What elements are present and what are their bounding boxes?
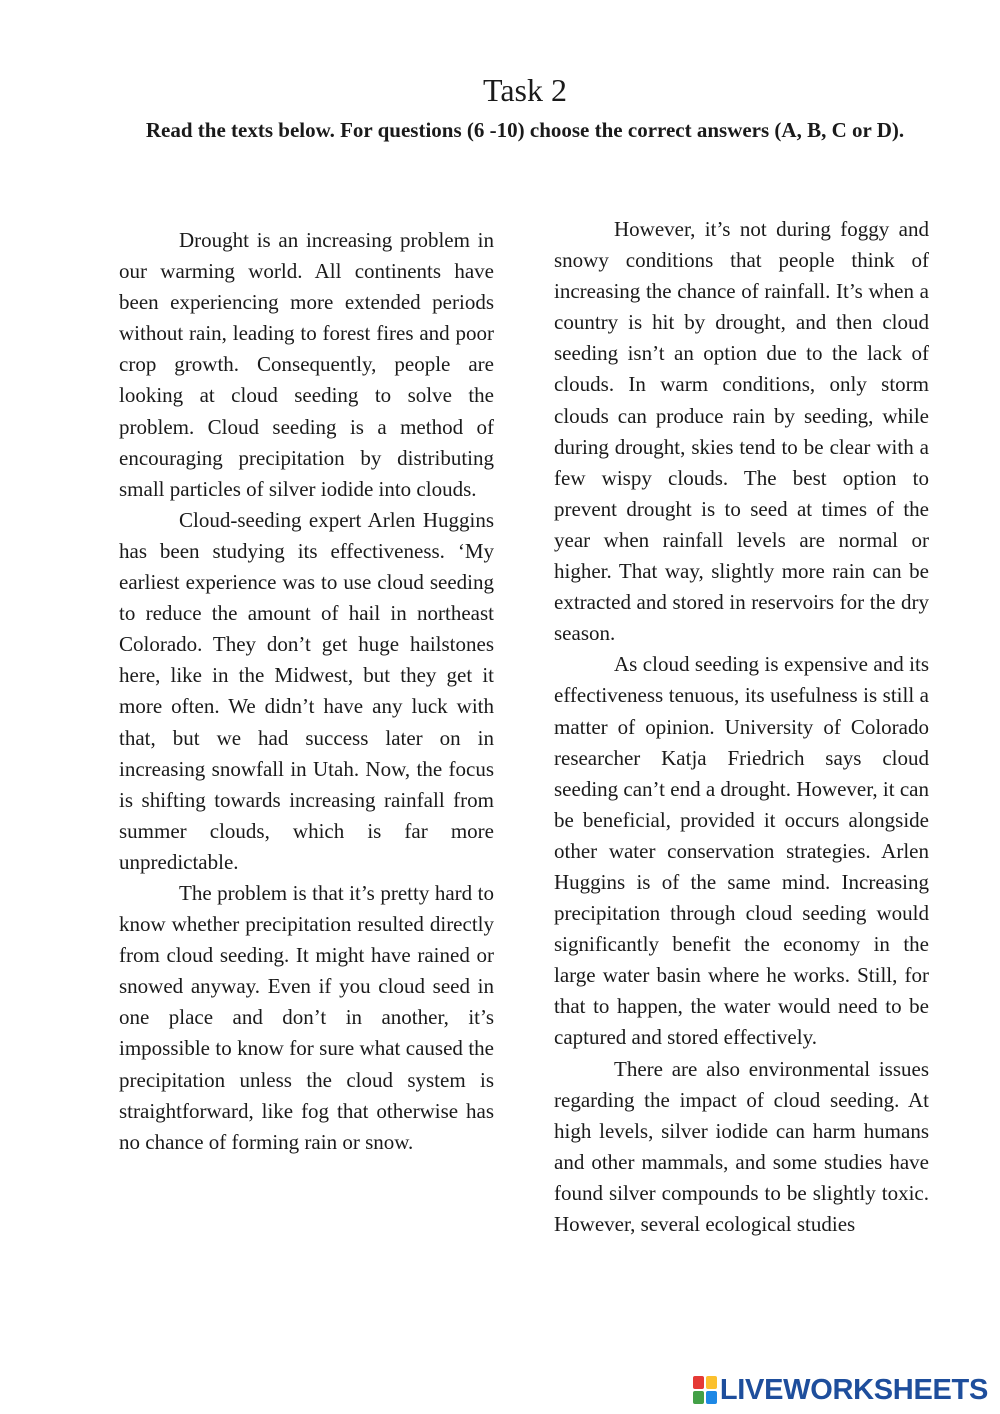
logo-text: LIVEWORKSHEETS bbox=[719, 1373, 988, 1406]
paragraph: However, it’s not during foggy and snowy conditions that people think of increasing the chance of rainfall. It’s when a country is hit by drought, and then cloud seeding isn’t an option due to the lack of clouds. In warm conditions, only storm clouds can produce rain by seeding, while during drought, skies tend to be clear with a few wispy clouds. The best option to prevent drought is to seed at times of the year when rainfall levels are normal or higher. That way, slightly more rain can be extracted and stored in reservoirs for the dry season. bbox=[554, 217, 929, 646]
article-column-right bbox=[554, 214, 929, 1240]
paragraph: Cloud-seeding expert Arlen Huggins has been studying its effectiveness. ‘My earliest experience was to use cloud seeding to reduce the amount of hail in northeast Colorado. They don’t get huge hailstones here, like in the Midwest, but they get it more often. We didn’t have any luck with that, but we had success later on in increasing snowfall in Utah. Now, the focus is shifting towards increasing rainfall from summer clouds, which is far more unpredictable. bbox=[119, 507, 494, 874]
paragraph: The problem is that it’s pretty hard to know whether precipitation resulted directly from cloud seeding. It might have rained or snowed anyway. Even if you cloud seed in one place and don’t in another, it’s impossible to know for sure what caused the precipitation unless the cloud system is straightforward, like fog that otherwise has no chance of forming rain or snow. bbox=[119, 880, 494, 1154]
paragraph: There are also environmental issues regarding the impact of cloud seeding. At high levels, silver iodide can harm humans and other mammals, and some studies have found silver compounds to be slightly toxic. However, several ecological studies bbox=[554, 1056, 929, 1236]
liveworksheets-logo bbox=[693, 1372, 988, 1408]
instructions: Read the texts below. For questions (6 -10) choose the correct answers (A, B, C or D). bbox=[145, 118, 905, 142]
liveworksheets-logo-icon bbox=[693, 1376, 717, 1404]
paragraph: Drought is an increasing problem in our warming world. All continents have been experiencing more extended periods without rain, leading to forest fires and poor crop growth. Consequently, people are looking at cloud seeding to solve the problem. Cloud seeding is a method of encouraging precipitation by distributing small particles of silver iodide into clouds. bbox=[119, 228, 494, 501]
paragraph: As cloud seeding is expensive and its effectiveness tenuous, its usefulness is still a matter of opinion. University of Colorado researcher Katja Friedrich says cloud seeding can’t end a drought. However, it can be beneficial, provided it occurs alongside other water conservation strategies. Arlen Huggins is of the same mind. Increasing precipitation through cloud seeding would significantly benefit the economy in the large water basin where he works. Still, for that to happen, the water would need to be captured and stored effectively. bbox=[554, 652, 929, 1050]
page-title: Task 2 bbox=[483, 72, 567, 108]
article-column-left bbox=[119, 225, 494, 1158]
